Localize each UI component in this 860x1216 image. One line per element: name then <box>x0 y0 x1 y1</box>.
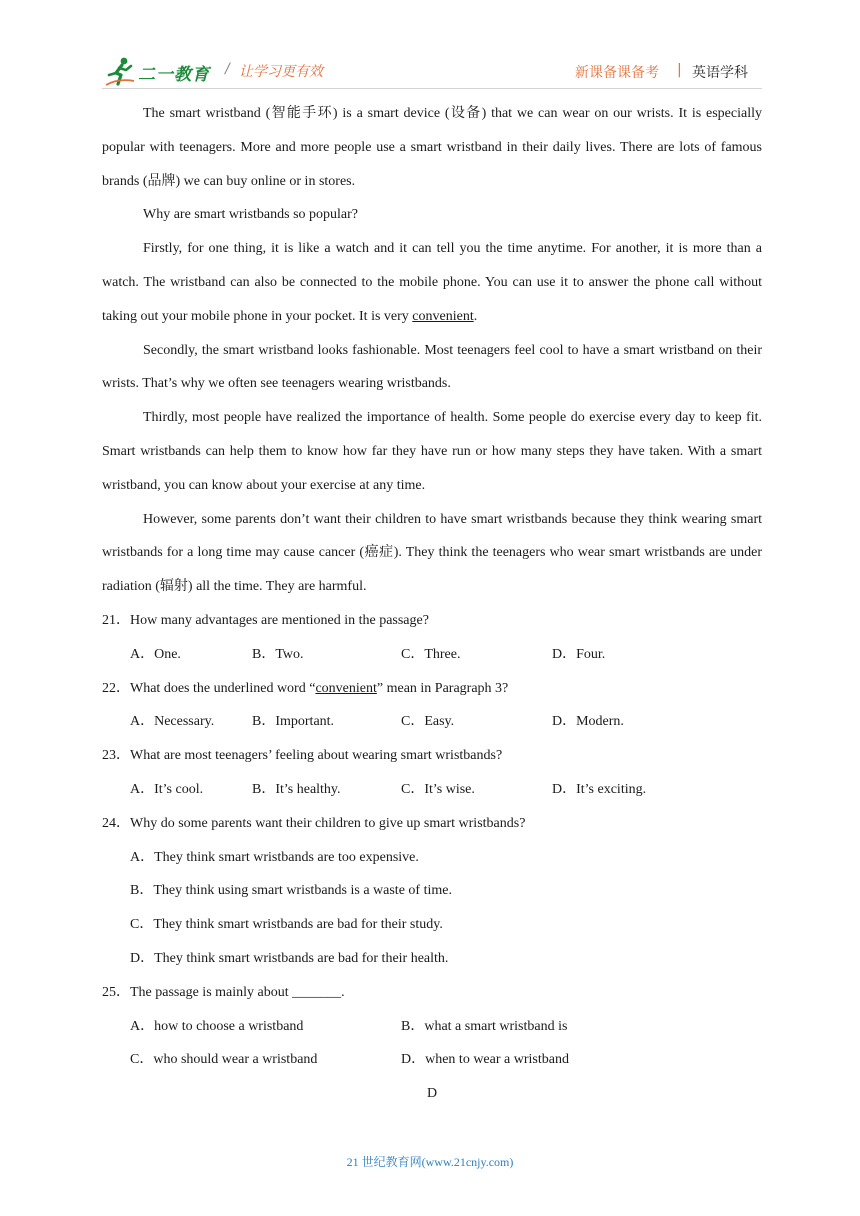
option-c: C．who should wear a wristband <box>130 1052 318 1068</box>
header-subject: 英语学科 <box>692 65 748 81</box>
question-22-text: 22．What does the underlined word “ <box>102 680 316 696</box>
question-25: 25．The passage is mainly about _______. <box>102 984 345 1000</box>
paragraph-3-end: . <box>473 308 478 324</box>
option-d: D．It’s exciting. <box>552 781 647 797</box>
option-b: B．It’s healthy. <box>252 781 341 797</box>
paragraph-1: The smart wristband (智能手环) is a smart device (设备) that we can wear on our wrists. It is especially popular with teenagers. More and more people use a smart wristband in their daily lives. There are lots of famous brands (品牌) we can buy online or in stores. <box>102 106 762 189</box>
section-letter: D <box>426 1086 438 1102</box>
paragraph-5: Thirdly, most people have realized the importance of health. Some people do exercise every day to keep fit. Smart wristbands can help them to know how far they have run or how many steps they have taken. With a smart wristband, you can know about your exercise at any time. <box>102 410 762 493</box>
paragraph-3 <box>102 232 762 333</box>
question-22-underlined-word: convenient <box>315 680 377 696</box>
runner-icon <box>104 56 136 88</box>
page-footer: 21 世纪教育网(www.21cnjy.com) <box>346 1155 514 1169</box>
question-22-options <box>102 705 762 739</box>
option-a: A．how to choose a wristband <box>130 1018 304 1034</box>
option-a: A．They think smart wristbands are too expensive. <box>130 849 419 865</box>
slogan: 让学习更有效 <box>239 64 323 80</box>
question-22 <box>102 672 762 706</box>
header-separator: | <box>677 62 682 78</box>
question-24-option-b <box>102 874 762 908</box>
option-d: D．Four. <box>552 646 606 662</box>
paragraph-2: Why are smart wristbands so popular? <box>143 207 358 223</box>
question-23-options <box>102 773 762 807</box>
question-24-option-c <box>102 908 762 942</box>
option-d: D．They think smart wristbands are bad for their health. <box>130 950 449 966</box>
question-21-options <box>102 638 762 672</box>
slogan-divider: / <box>225 61 230 77</box>
underlined-word: convenient <box>412 308 474 324</box>
question-23: 23．What are most teenagers’ feeling about wearing smart wristbands? <box>102 748 503 764</box>
option-d: D．Modern. <box>552 714 624 730</box>
option-c: C．Easy. <box>401 714 455 730</box>
option-a: A．Necessary. <box>130 714 215 730</box>
logo-text: 二一教育 <box>138 65 210 85</box>
option-d: D．when to wear a wristband <box>401 1052 569 1068</box>
question-22-text-end: ” mean in Paragraph 3? <box>376 680 509 696</box>
brand-logo <box>104 56 214 90</box>
question-25-options-row-1 <box>102 1010 762 1044</box>
question-24-option-d <box>102 942 762 976</box>
option-c: C．It’s wise. <box>401 781 475 797</box>
option-b: B．Two. <box>252 646 304 662</box>
paragraph-6: However, some parents don’t want their children to have smart wristbands because they think wearing smart wristbands for a long time may cause cancer (癌症). They think the teenagers who wear smart wristbands are under radiation (辐射) all the time. They are harmful. <box>102 511 762 595</box>
header-course-title: 新课备课备考 <box>575 65 659 81</box>
question-21: 21．How many advantages are mentioned in the passage? <box>102 612 429 628</box>
option-b: B．Important. <box>252 714 335 730</box>
option-a: A．It’s cool. <box>130 781 204 797</box>
option-c: C．They think smart wristbands are bad for their study. <box>130 917 443 933</box>
question-24: 24．Why do some parents want their children to give up smart wristbands? <box>102 815 526 831</box>
paragraph-3-text: Firstly, for one thing, it is like a watch and it can tell you the time anytime. For another, it is more than a watch. The wristband can also be connected to the mobile phone. You can use it to answer the phone call without taking out your mobile phone in your pocket. It is very <box>102 241 762 324</box>
document-body <box>102 97 762 1111</box>
paragraph-4: Secondly, the smart wristband looks fashionable. Most teenagers feel cool to have a smart wristband on their wrists. That’s why we often see teenagers wearing wristbands. <box>102 342 762 392</box>
option-b: B．They think using smart wristbands is a waste of time. <box>130 883 452 899</box>
question-25-options-row-2 <box>102 1043 762 1077</box>
header-divider <box>102 88 762 89</box>
question-24-option-a <box>102 841 762 875</box>
page-header <box>0 0 860 96</box>
option-c: C．Three. <box>401 646 461 662</box>
option-a: A．One. <box>130 646 181 662</box>
option-b: B．what a smart wristband is <box>401 1018 568 1034</box>
